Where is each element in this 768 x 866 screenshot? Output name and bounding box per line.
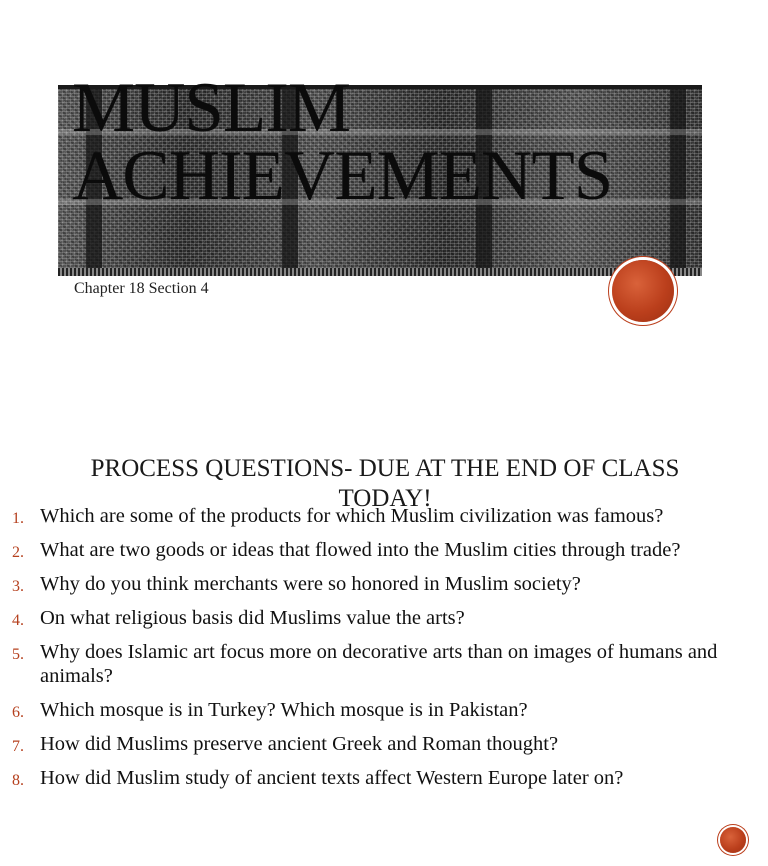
list-item [0,572,768,596]
question-text: Which mosque is in Turkey? Which mosque is in Pakistan? [40,699,528,721]
list-number: 2. [12,544,24,561]
questions-heading: PROCESS QUESTIONS- DUE AT THE END OF CLASS TODAY! [90,455,680,512]
list-item [0,504,768,528]
slide-subtitle: Chapter 18 Section 4 [74,280,209,297]
list-number: 4. [12,612,24,629]
list-number: 3. [12,578,24,595]
list-number: 6. [12,704,24,721]
list-item [0,732,768,756]
decorative-circle-icon [720,827,746,853]
list-number: 1. [12,510,24,527]
title-line-1: MUSLIM [72,69,351,147]
question-text: Why do you think merchants were so honored in Muslim society? [40,573,581,595]
list-item [0,538,768,562]
list-item [0,606,768,630]
list-item [0,698,768,722]
question-text: Why does Islamic art focus more on decorative arts than on images of humans and animals? [40,641,718,687]
banner-border [58,268,702,276]
question-list [0,504,768,790]
list-number: 5. [12,646,24,663]
title-line-2: ACHIEVEMENTS [72,137,613,215]
list-number: 8. [12,772,24,789]
title-slide [0,0,768,430]
list-number: 7. [12,738,24,755]
question-text: Which are some of the products for which Muslim civilization was famous? [40,505,664,527]
question-text: On what religious basis did Muslims value the arts? [40,607,465,629]
banner-stripe [670,89,686,271]
list-item [0,766,768,790]
decorative-circle-icon [612,260,674,322]
question-text: What are two goods or ideas that flowed into the Muslim cities through trade? [40,539,681,561]
question-text: How did Muslims preserve ancient Greek and Roman thought? [40,733,559,755]
list-item [0,640,768,688]
slide-title [72,69,613,215]
question-text: How did Muslim study of ancient texts affect Western Europe later on? [40,767,624,789]
